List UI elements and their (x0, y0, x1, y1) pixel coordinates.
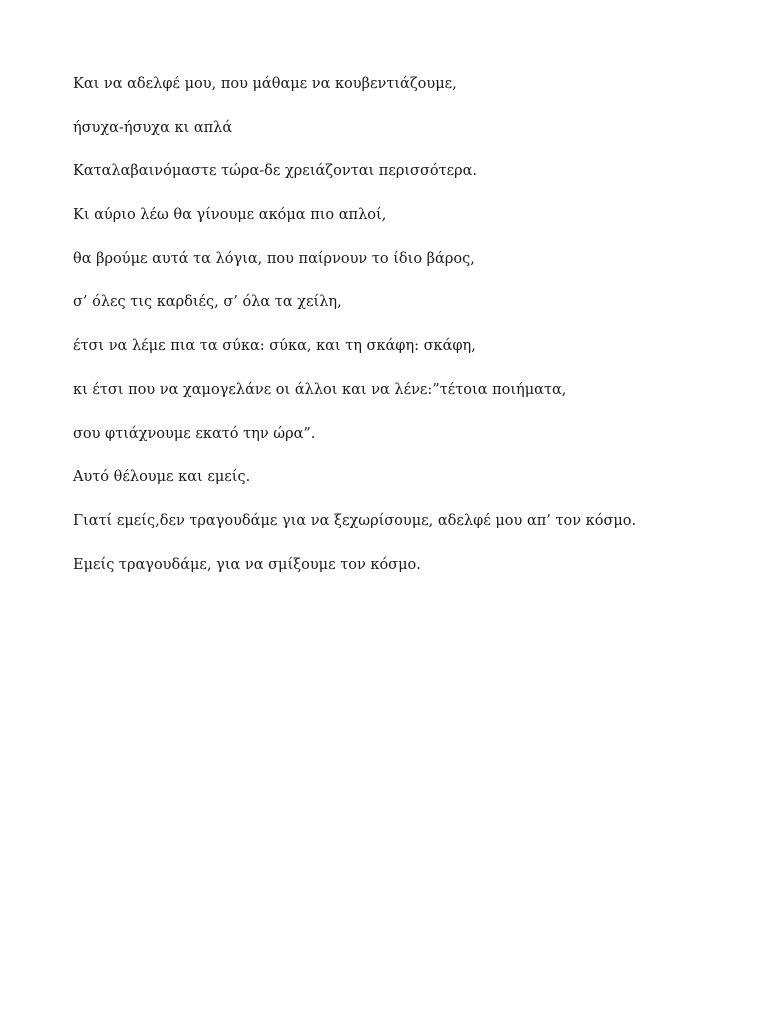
poem-text (73, 72, 733, 596)
poem-line: σ’ όλες τις καρδιές, σ’ όλα τα χείλη, (73, 294, 342, 311)
poem-line: κι έτσι που να χαμογελάνε οι άλλοι και να λένε:”τέτοια ποιήματα, (73, 381, 567, 398)
poem-line: Γιατί εμείς,δεν τραγουδάμε για να ξεχωρίσουμε, αδελφέ μου απ’ τον κόσμο. (73, 512, 637, 529)
poem-line: Αυτό θέλουμε και εμείς. (73, 469, 251, 486)
poem-line: ήσυχα-ήσυχα κι απλά (73, 119, 233, 136)
poem-line: σου φτιάχνουμε εκατό την ώρα”. (73, 425, 316, 442)
poem-line: Εμείς τραγουδάμε, για να σμίξουμε τον κόσμο. (73, 556, 421, 573)
poem-line: έτσι να λέμε πια τα σύκα: σύκα, και τη σκάφη: σκάφη, (73, 338, 476, 355)
poem-line: θα βρούμε αυτά τα λόγια, που παίρνουν το ίδιο βάρος, (73, 250, 475, 267)
poem-line: Κι αύριο λέω θα γίνουμε ακόμα πιο απλοί, (73, 207, 387, 224)
poem-line: Καταλαβαινόμαστε τώρα-δε χρειάζονται περισσότερα. (73, 163, 478, 180)
poem-line: Και να αδελφέ μου, που μάθαμε να κουβεντιάζουμε, (73, 76, 457, 92)
